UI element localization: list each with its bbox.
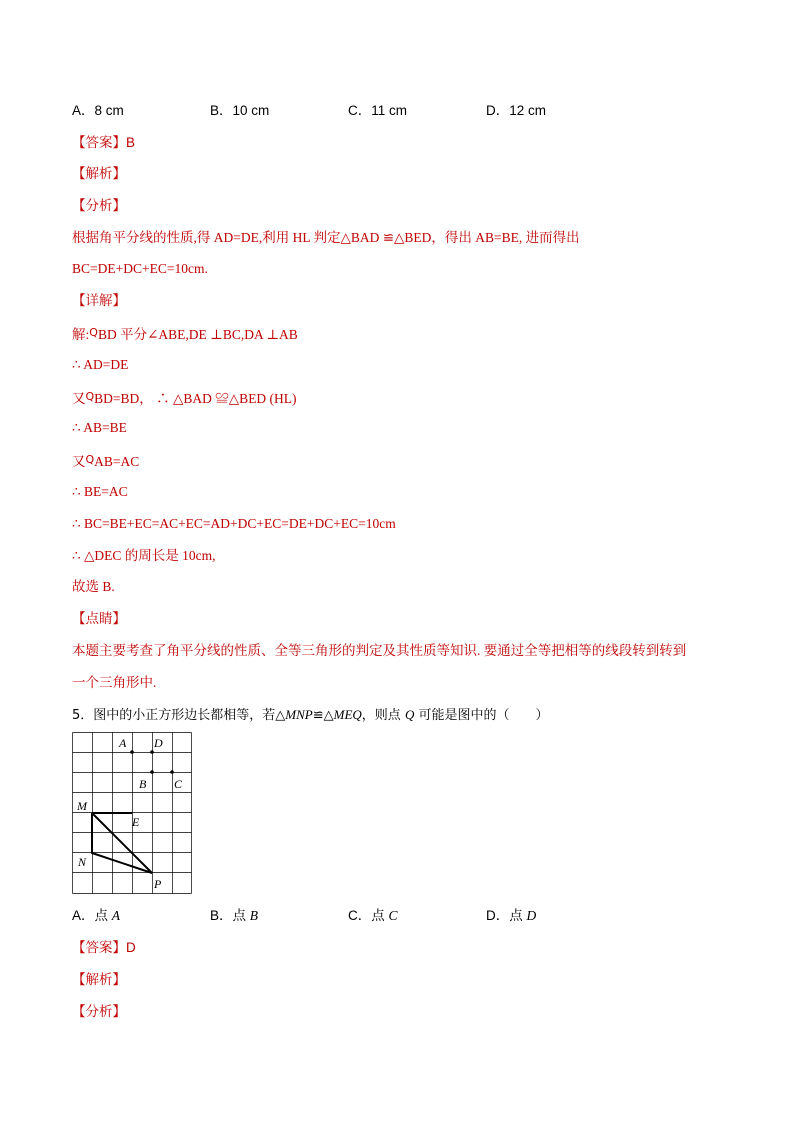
q5-option-d: D．点 D	[486, 908, 537, 923]
answer-value: D	[126, 940, 136, 955]
solution-step: ∴ AD=DE	[72, 357, 129, 372]
point-b	[150, 770, 154, 774]
q5-option-a: A．点 A	[72, 908, 121, 923]
answer-tag: 【答案】	[72, 135, 126, 151]
fenxi-tag: 【分析】	[72, 1004, 126, 1020]
q4-analysis-heading	[72, 165, 126, 183]
analysis-tag: 【解析】	[72, 972, 126, 988]
q4-comment-text-2: 一个三角形中.	[72, 675, 157, 690]
q4-fenxi-text-1: 根据角平分线的性质,得 AD=DE,利用 HL 判定△BAD ≌△BED，得出 AB=BE, 进而得出	[72, 230, 580, 245]
q4-fenxi-heading	[72, 197, 126, 215]
label-e: E	[132, 815, 140, 829]
q4-fenxi-text-2: BC=DE+DC+EC=10cm.	[72, 261, 208, 276]
solution-step: 解:$^Q$BD 平分∠ABE,DE ⊥BC,DA ⊥AB	[72, 326, 298, 342]
label-d: D	[154, 736, 163, 750]
label-n: N	[78, 855, 87, 869]
comment-tag: 【点睛】	[72, 611, 126, 627]
solution-step: ∴ BE=AC	[72, 484, 128, 499]
solution-step: ∴ △DEC 的周长是 10cm,	[72, 548, 216, 563]
q5-fenxi-heading	[72, 1003, 126, 1021]
label-b: B	[139, 777, 147, 791]
because-symbol: Q	[85, 390, 95, 403]
detail-tag: 【详解】	[72, 293, 126, 309]
label-c: C	[174, 777, 183, 791]
q4-option-b: B．10 cm	[210, 103, 270, 118]
q5-analysis-heading	[72, 971, 126, 989]
point-c	[170, 770, 174, 774]
point-d	[150, 750, 154, 754]
q5-grid-figure	[72, 732, 192, 894]
point-a	[130, 750, 134, 754]
answer-value: B	[126, 135, 136, 150]
q4-answer-line	[72, 134, 135, 152]
q5-answer-line	[72, 939, 136, 957]
solution-step: ∴ AB=BE	[72, 420, 127, 435]
q4-option-d: D．12 cm	[486, 103, 547, 118]
because-symbol: Q	[85, 453, 95, 466]
answer-tag: 【答案】	[72, 940, 126, 956]
fenxi-tag: 【分析】	[72, 198, 126, 214]
q4-option-a: A．8 cm	[72, 103, 124, 118]
solution-step: 故选 B.	[72, 579, 115, 594]
q5-option-c: C．点 C	[348, 908, 398, 923]
q4-detail-heading	[72, 292, 126, 310]
analysis-tag: 【解析】	[72, 166, 126, 182]
because-symbol: Q	[89, 326, 98, 339]
solution-step: ∴ BC=BE+EC=AC+EC=AD+DC+EC=DE+DC+EC=10cm	[72, 516, 396, 531]
q5-option-b: B．点 B	[210, 908, 259, 923]
q4-comment-text-1: 本题主要考查了角平分线的性质、全等三角形的判定及其性质等知识. 要通过全等把相等的线段转到转到	[72, 643, 687, 658]
q4-option-c: C．11 cm	[348, 103, 408, 118]
q4-comment-heading	[72, 610, 126, 628]
label-a: A	[119, 736, 127, 750]
label-m: M	[77, 799, 87, 813]
candidate-points	[130, 750, 174, 774]
q5-stem: 5．图中的小正方形边长都相等，若△MNP≌△MEQ，则点 Q 可能是图中的（ ）	[72, 707, 549, 723]
solution-step: 又$^Q$AB=AC	[72, 453, 140, 469]
label-p: P	[154, 877, 162, 891]
solution-step: 又$^Q$BD=BD， ∴ △BAD ≌△BED (HL)	[72, 390, 297, 406]
triangle-mnp	[92, 813, 152, 873]
